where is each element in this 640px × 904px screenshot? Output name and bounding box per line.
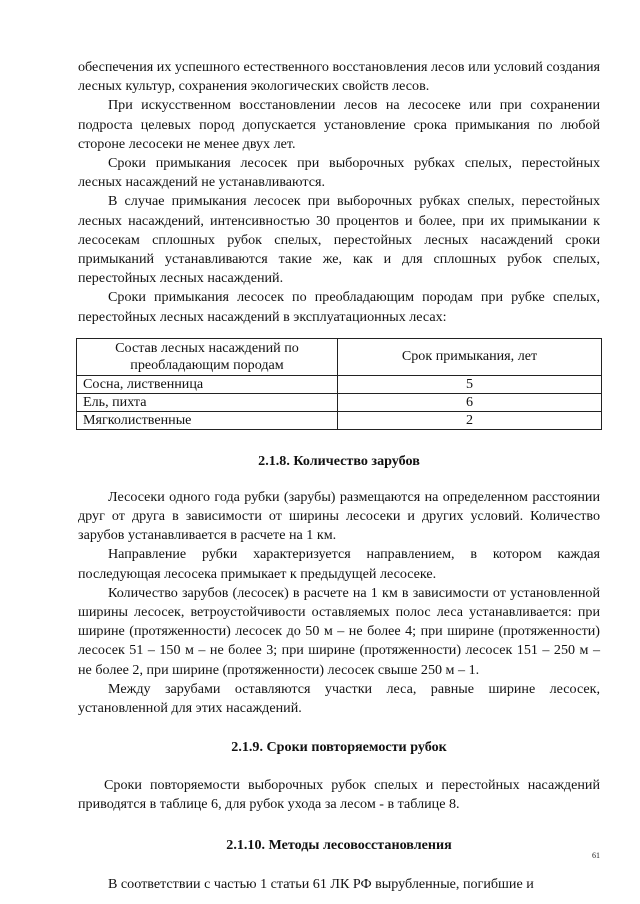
section-heading-2-1-10: 2.1.10. Методы лесовосстановления — [226, 836, 452, 853]
document-page — [78, 58, 600, 894]
table-row — [77, 393, 602, 411]
paragraph: Между зарубами оставляются участки леса, равные ширине лесосек, установленной для этих насаждений. — [78, 680, 600, 717]
paragraph: Лесосеки одного года рубки (зарубы) размещаются на определенном расстоянии друг от друга в зависимости от ширины лесосеки и других условий. Количество зарубов устанавливается в расчете на 1 км. — [78, 488, 600, 544]
table-cell-species: Ель, пихта — [77, 393, 338, 411]
paragraph: обеспечения их успешного естественного восстановления лесов или условий создания лесных культур, сохранения экологических свойств лесов. — [78, 59, 600, 95]
paragraph: При искусственном восстановлении лесов на лесосеке или при сохранении подроста целевых пород допускается установление срока примыкания по любой стороне лесосеки не менее двух лет. — [78, 97, 600, 152]
table-header-years: Срок примыкания, лет — [338, 338, 602, 375]
section-heading-2-1-9: 2.1.9. Сроки повторяемости рубок — [231, 739, 447, 756]
table-header-row — [77, 338, 602, 375]
table-cell-years: 2 — [338, 411, 602, 429]
paragraph: Сроки повторяемости выборочных рубок спелых и перестойных насаждений приводятся в таблице 6, для рубок ухода за лесом - в таблице 8. — [78, 777, 600, 813]
table-cell-species: Мягколиственные — [77, 411, 338, 429]
page-number: 61 — [592, 851, 600, 860]
paragraph: Направление рубки характеризуется направлением, в котором каждая последующая лесосека примыкает к предыдущей лесосеке. — [78, 546, 600, 582]
table-cell-species: Сосна, лиственница — [77, 375, 338, 393]
paragraph: В соответствии с частью 1 статьи 61 ЛК РФ вырубленные, погибшие и — [108, 875, 534, 892]
table-cell-years: 5 — [338, 375, 602, 393]
table-row — [77, 411, 602, 429]
table-row — [77, 375, 602, 393]
paragraph: Количество зарубов (лесосек) в расчете на 1 км в зависимости от установленной ширины лесосек, ветроустойчивости оставляемых полос леса устанавливается: при ширине (протяженности) лесосек до 50 м – не более 4; при ширине (протяженности) лесосек 51 – 150 м – не более 3; при ширине (протяженности) лесосек 151 – 250 м – не более 2, при ширине (протяженности) лесосек свыше 250 м – 1. — [78, 584, 600, 678]
table-header-species: Состав лесных насаждений по преобладающим породам — [77, 338, 338, 375]
section-heading-2-1-8: 2.1.8. Количество зарубов — [258, 452, 420, 469]
adjacency-table — [76, 338, 602, 430]
table-cell-years: 6 — [338, 393, 602, 411]
paragraph: В случае примыкания лесосек при выборочных рубках спелых, перестойных лесных насаждений, интенсивностью 30 процентов и более, при их примыкании к лесосекам сплошных рубок спелых, перестойных лесных насаждений сроки примыканий устанавливаются такие же, как и для сплошных рубок спелых, перестойных лесных насаждений. — [78, 193, 600, 287]
paragraph: Сроки примыкания лесосек при выборочных рубках спелых, перестойных лесных насаждений не устанавливаются. — [78, 155, 600, 191]
paragraph: Сроки примыкания лесосек по преобладающим породам при рубке спелых, перестойных лесных насаждений в эксплуатационных лесах: — [78, 289, 600, 325]
